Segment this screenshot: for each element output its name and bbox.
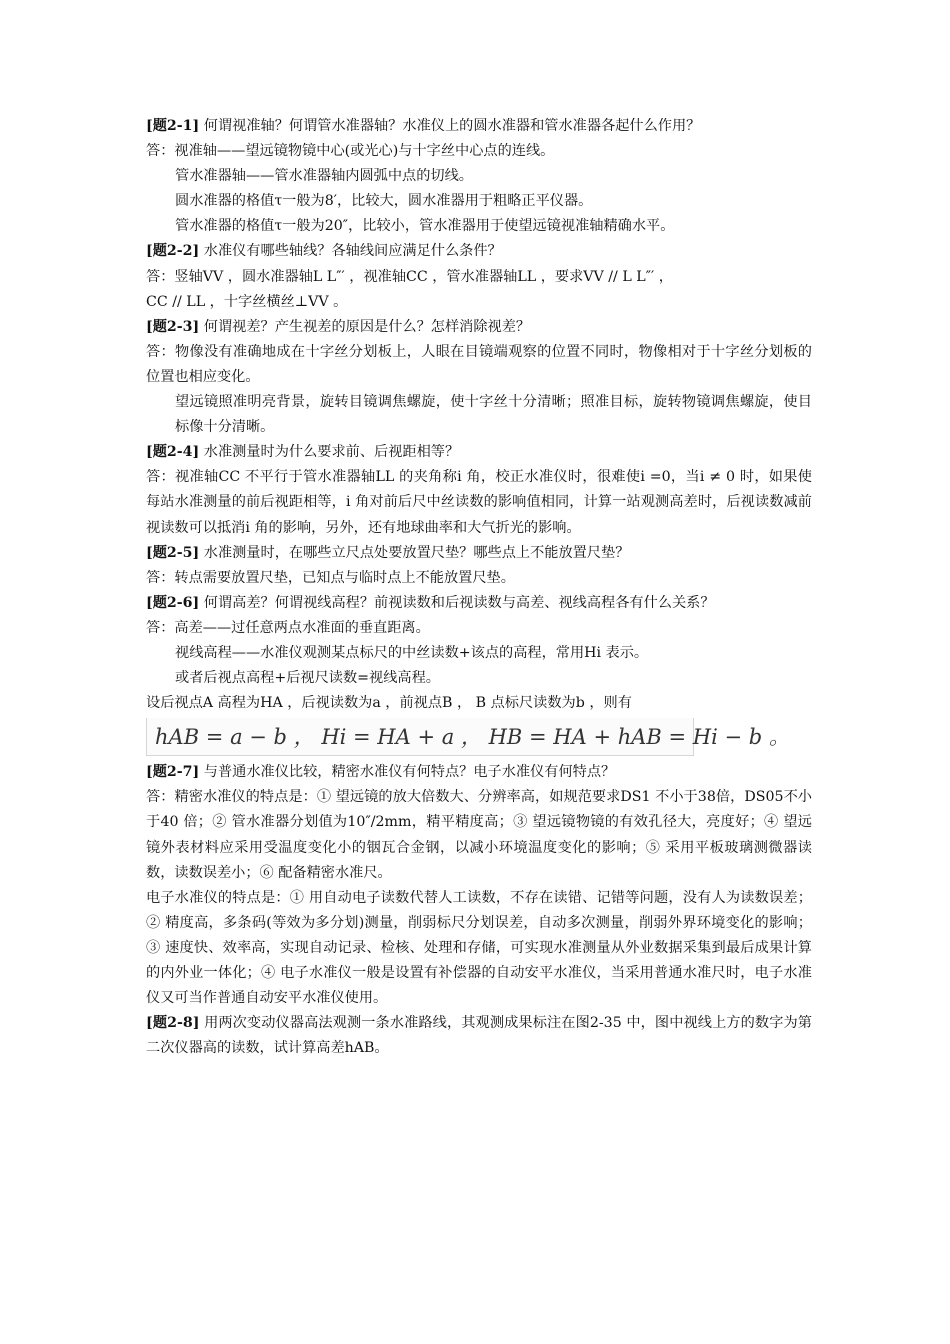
answer-paragraph: 答：物像没有准确地成在十字丝分划板上，人眼在目镜端观察的位置不同时，物像相对于十字丝分划板的位置也相应变化。 xyxy=(146,343,812,385)
answer-line: 或者后视点高程+后视尺读数=视线高程。 xyxy=(175,670,440,687)
question-2-7 xyxy=(146,760,812,785)
answer-line: 管水准器的格值τ一般为20″，比较小，管水准器用于使望远镜视准轴精确水平。 xyxy=(175,218,675,235)
document-page xyxy=(146,114,812,1061)
answer-line: 答：高差——过任意两点水准面的垂直距离。 xyxy=(146,619,430,636)
question-tag: [题2-7] xyxy=(146,764,200,781)
answer-line: 答：转点需要放置尺垫，已知点与临时点上不能放置尺垫。 xyxy=(146,569,515,586)
question-2-4 xyxy=(146,440,812,465)
question-2-5 xyxy=(146,541,812,566)
question-text: 水准仪有哪些轴线？各轴线间应满足什么条件？ xyxy=(199,243,502,260)
question-2-1 xyxy=(146,114,812,139)
question-text: 与普通水准仪比较，精密水准仪有何特点？电子水准仪有何特点？ xyxy=(199,764,616,781)
question-text: 何谓高差？何谓视线高程？前视读数和后视读数与高差、视线高程各有什么关系？ xyxy=(199,594,715,611)
answer-line: 圆水准器的格值τ一般为8′，比较大，圆水准器用于粗略正平仪器。 xyxy=(175,193,593,210)
question-tag: [题2-2] xyxy=(146,243,200,260)
formula-image: hAB = a − b ， Hi = HA + a ， HB = HA + hAB = Hi − b 。 xyxy=(146,718,694,756)
question-2-2 xyxy=(146,239,812,264)
question-tag: [题2-6] xyxy=(146,594,200,611)
question-text: 何谓视准轴？何谓管水准器轴？水准仪上的圆水准器和管水准器各起什么作用？ xyxy=(199,118,701,134)
answer-line: 答：竖轴VV ，圆水准器轴L L″′ ，视准轴CC ，管水准器轴LL ，要求VV // L L″′ ， xyxy=(146,268,673,285)
answer-line: 设后视点A 高程为HA ，后视读数为a ，前视点B ， B 点标尺读数为b ，则有 xyxy=(146,695,632,712)
question-2-8 xyxy=(146,1011,812,1061)
question-text: 水准测量时为什么要求前、后视距相等？ xyxy=(199,444,460,461)
answer-paragraph: 答：精密水准仪的特点是：① 望远镜的放大倍数大、分辨率高，如规范要求DS1 不小于38倍，DS05不小于40 倍；② 管水准器分划值为10″/2mm，精平精度高；③ 望远镜物镜的有效孔径大，亮度好；④ 望远镜外表材料应采用受温度变化小的铟瓦合金钢，以减小环境温度变化的影响；⑤ 采用平板玻璃测微器读数，读数误差小；⑥ 配备精密水准尺。 xyxy=(146,789,812,881)
answer-line: 答：视准轴——望远镜物镜中心(或光心)与十字丝中心点的连线。 xyxy=(146,143,555,160)
question-tag: [题2-3] xyxy=(146,318,200,335)
question-text: 何谓视差？产生视差的原因是什么？怎样消除视差？ xyxy=(199,318,531,335)
question-2-3 xyxy=(146,315,812,340)
answer-line: 视线高程——水准仪观测某点标尺的中丝读数+该点的高程，常用Hi 表示。 xyxy=(175,644,649,661)
answer-line: CC // LL ，十字丝横丝⊥VV 。 xyxy=(146,293,348,310)
answer-line: 管水准器轴——管水准器轴内圆弧中点的切线。 xyxy=(175,168,473,185)
question-tag: [题2-4] xyxy=(146,444,200,461)
answer-paragraph: 答：视准轴CC 不平行于管水准器轴LL 的夹角称i 角，校正水准仪时，很难使i =0，当i ≠ 0 时，如果使每站水准测量的前后视距相等，i 角对前后尺中丝读数的影响值相同，计算一站观测高差时，后视读数减前视读数可以抵消i 角的影响，另外，还有地球曲率和大气折光的影响。 xyxy=(146,469,812,536)
question-2-6 xyxy=(146,591,812,616)
question-text: 用两次变动仪器高法观测一条水准路线，其观测成果标注在图2-35 中，图中视线上方的数字为第二次仪器高的读数，试计算高差hAB。 xyxy=(146,1015,812,1057)
question-text: 水准测量时，在哪些立尺点处要放置尺垫？哪些点上不能放置尺垫？ xyxy=(199,544,630,561)
answer-paragraph: 望远镜照准明亮背景，旋转目镜调焦螺旋，使十字丝十分清晰；照准目标，旋转物镜调焦螺旋，使目标像十分清晰。 xyxy=(175,394,812,436)
question-tag: [题2-8] xyxy=(146,1015,200,1032)
question-tag: [题2-1] xyxy=(146,118,200,134)
answer-paragraph: 电子水准仪的特点是：① 用自动电子读数代替人工读数，不存在读错、记错等问题，没有人为读数误差；② 精度高，多条码(等效为多分划)测量，削弱标尺分划误差，自动多次测量，削弱外界环境变化的影响；③ 速度快、效率高，实现自动记录、检核、处理和存储，可实现水准测量从外业数据采集到最后成果计算的内外业一体化；④ 电子水准仪一般是设置有补偿器的自动安平水准仪，当采用普通水准尺时，电子水准仪又可当作普通自动安平水准仪使用。 xyxy=(146,889,812,1007)
question-tag: [题2-5] xyxy=(146,544,200,561)
